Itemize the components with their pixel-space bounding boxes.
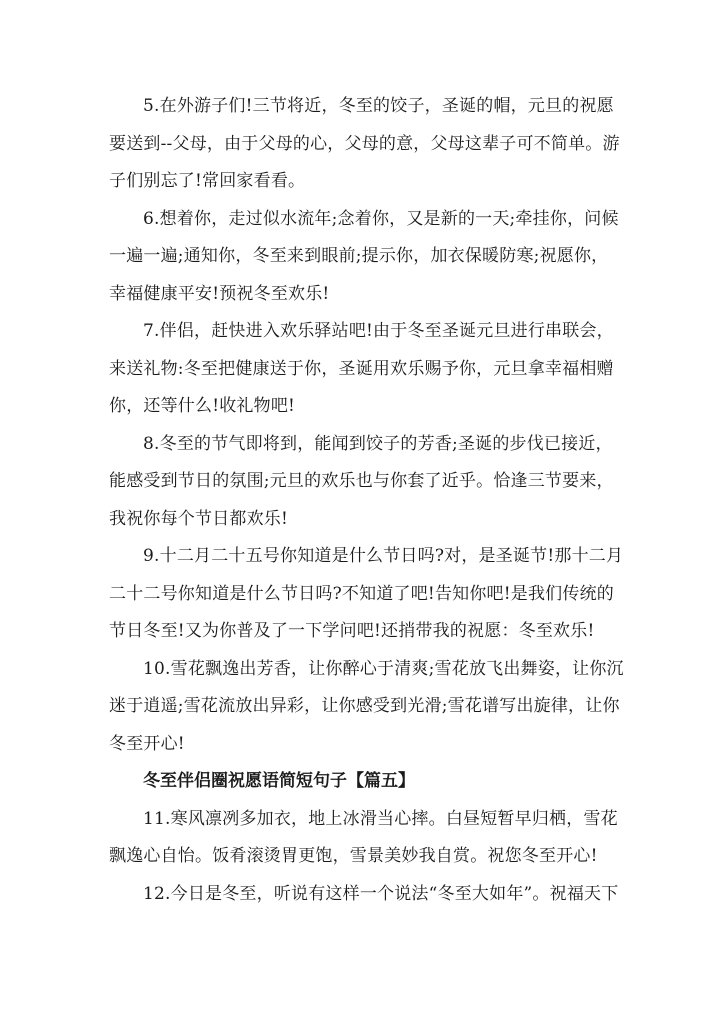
- text-line: 子们别忘了!常回家看看。: [109, 171, 306, 191]
- paragraph-7: [109, 313, 613, 426]
- text-line: 来送礼物:冬至把健康送于你，圣诞用欢乐赐予你，元旦拿幸福相赠: [109, 358, 614, 379]
- text-line: 一遍一遍;通知你，冬至来到眼前;提示你，加衣保暖防寒;祝愿你，: [109, 246, 609, 266]
- text-line: 二十二号你知道是什么节日吗?不知道了吧!告知你吧!是我们传统的: [109, 583, 614, 604]
- text-line: 7.伴侣，赶快进入欢乐驿站吧!由于冬至圣诞元旦进行串联会，: [143, 321, 614, 341]
- text-line: 5.在外游子们!三节将近，冬至的饺子，圣诞的帽，元旦的祝愿: [143, 96, 614, 116]
- paragraph-11: [109, 801, 618, 876]
- text-line: 幸福健康平安!预祝冬至欢乐!: [109, 283, 330, 304]
- text-line: 我祝你每个节日都欢乐!: [109, 508, 289, 529]
- paragraph-12: [109, 876, 619, 914]
- paragraph-5: [109, 88, 620, 201]
- paragraph-8: [109, 426, 613, 539]
- text-line: 要送到--父母，由于父母的心，父母的意，父母这辈子可不简单。游: [109, 133, 620, 154]
- document-page: [109, 88, 624, 913]
- paragraph-9: [109, 538, 624, 651]
- text-line: 8.冬至的节气即将到，能闻到饺子的芳香;圣诞的步伐已接近，: [143, 433, 613, 454]
- text-line: 12.今日是冬至，听说有这样一个说法“冬至大如年”。祝福天下: [143, 883, 619, 904]
- text-line: 9.十二月二十五号你知道是什么节日吗?对，是圣诞节!那十二月: [143, 546, 624, 566]
- text-line: 冬至开心!: [109, 733, 185, 754]
- text-line: 飘逸心自怡。饭肴滚烫胃更饱，雪景美妙我自赏。祝您冬至开心!: [109, 846, 598, 866]
- text-line: 11.寒风凛冽多加衣，地上冰滑当心摔。白昼短暂早归栖，雪花: [143, 808, 618, 829]
- section-heading: 冬至伴侣圈祝愿语简短句子【篇五】: [143, 771, 415, 791]
- paragraph-6: [109, 201, 619, 314]
- text-line: 你，还等什么!收礼物吧!: [109, 396, 296, 416]
- text-line: 能感受到节日的氛围;元旦的欢乐也与你套了近乎。恰逢三节要来，: [109, 471, 614, 491]
- text-line: 10.雪花飘逸出芳香，让你醉心于清爽;雪花放飞出舞姿，让你沉: [143, 658, 624, 679]
- text-line: 节日冬至!又为你普及了一下学问吧!还捎带我的祝愿：冬至欢乐!: [109, 621, 595, 641]
- paragraph-10: [109, 651, 624, 764]
- text-line: 6.想着你，走过似水流年;念着你，又是新的一天;牵挂你，问候: [143, 208, 619, 229]
- text-line: 迷于逍遥;雪花流放出异彩，让你感受到光滑;雪花谱写出旋律，让你: [109, 696, 620, 716]
